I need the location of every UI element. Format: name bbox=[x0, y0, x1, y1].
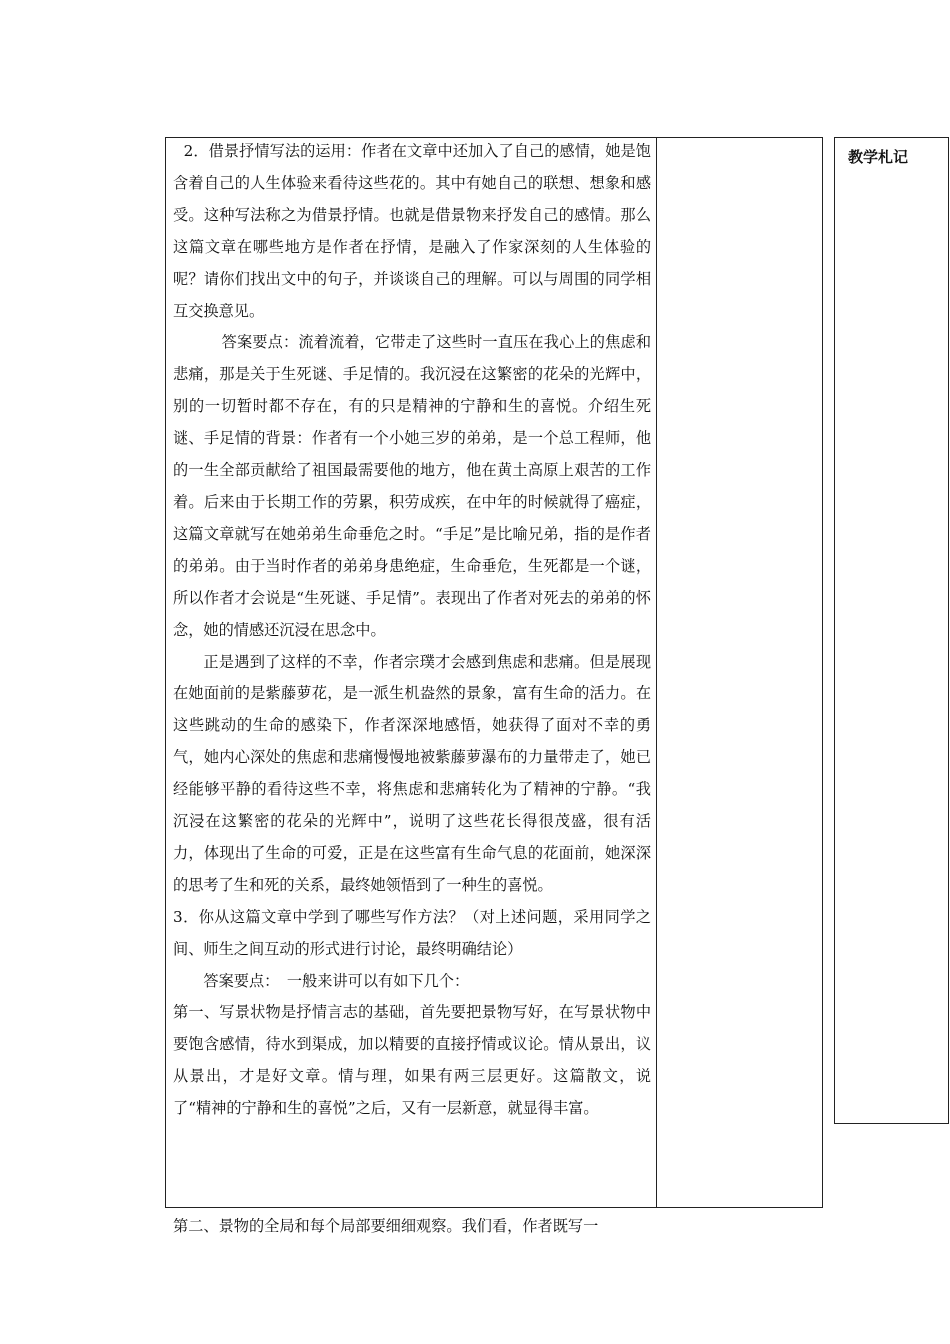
paragraph-analysis: 正是遇到了这样的不幸，作者宗璞才会感到焦虑和悲痛。但是展现在她面前的是紫藤萝花，是一派生机盎然的景象，富有生命的活力。在这些跳动的生命的感染下，作者深深地感悟，她获得了面对不幸的勇气，她内心深处的焦虑和悲痛慢慢地被紫藤萝瀑布的力量带走了，她已经能够平静的看待这些不幸，将焦虑和悲痛转化为了精神的宁静。“我沉浸在这繁密的花朵的光辉中”，说明了这些花长得很茂盛，很有活力，体现出了生命的可爱，正是在这些富有生命气息的花面前，她深深的思考了生和死的关系，最终她领悟到了一种生的喜悦。 bbox=[173, 652, 651, 894]
paragraph-answer-1: 答案要点：流着流着，它带走了这些时一直压在我心上的焦虑和悲痛，那是关于生死谜、手足情的。我沉浸在这繁密的花朵的光辉中，别的一切暂时都不存在，有的只是精神的宁静和生的喜悦。介绍生死谜、手足情的背景：作者有一个小她三岁的弟弟，是一个总工程师，他的一生全部贡献给了祖国最需要他的地方，他在黄土高原上艰苦的工作着。后来由于长期工作的劳累，积劳成疾，在中年的时候就得了癌症，这篇文章就写在她弟弟生命垂危之时。“手足”是比喻兄弟，指的是作者的弟弟。由于当时作者的弟弟身患绝症，生命垂危，生死都是一个谜，所以作者才会说是“生死谜、手足情”。表现出了作者对死去的弟弟的怀念，她的情感还沉浸在思念中。 bbox=[173, 333, 651, 639]
trailing-text bbox=[173, 1211, 651, 1243]
notes-title: 教学札记 bbox=[848, 148, 909, 166]
paragraph-point-1: 第一、写景状物是抒情言志的基础，首先要把景物写好，在写景状物中要饱含感情，待水到渠成，加以精要的直接抒情或议论。情从景出，议从景出，才是好文章。情与理，如果有两三层更好。这篇散文，说了“精神的宁静和生的喜悦”之后，又有一层新意，就显得丰富。 bbox=[173, 1003, 651, 1118]
paragraph-answer-2: 答案要点： 一般来讲可以有如下几个： bbox=[203, 971, 470, 990]
notes-column-frame bbox=[834, 137, 949, 1124]
lesson-content bbox=[173, 136, 651, 1125]
paragraph-question-3: 3．你从这篇文章中学到了哪些写作方法？（对上述问题，采用同学之间、师生之间互动的形式进行讨论，最终明确结论） bbox=[173, 907, 651, 958]
paragraph-technique-2: 2．借景抒情写法的运用：作者在文章中还加入了自己的感情，她是饱含着自己的人生体验来看待这些花的。其中有她自己的联想、想象和感受。这种写法称之为借景抒情。也就是借景物来抒发自己的感情。那么这篇文章在哪些地方是作者在抒情，是融入了作家深刻的人生体验的呢？请你们找出文中的句子，并谈谈自己的理解。可以与周围的同学相互交换意见。 bbox=[173, 142, 651, 320]
paragraph-point-2: 第二、景物的全局和每个局部要细细观察。我们看，作者既写一 bbox=[173, 1217, 599, 1235]
column-divider bbox=[656, 137, 657, 1208]
